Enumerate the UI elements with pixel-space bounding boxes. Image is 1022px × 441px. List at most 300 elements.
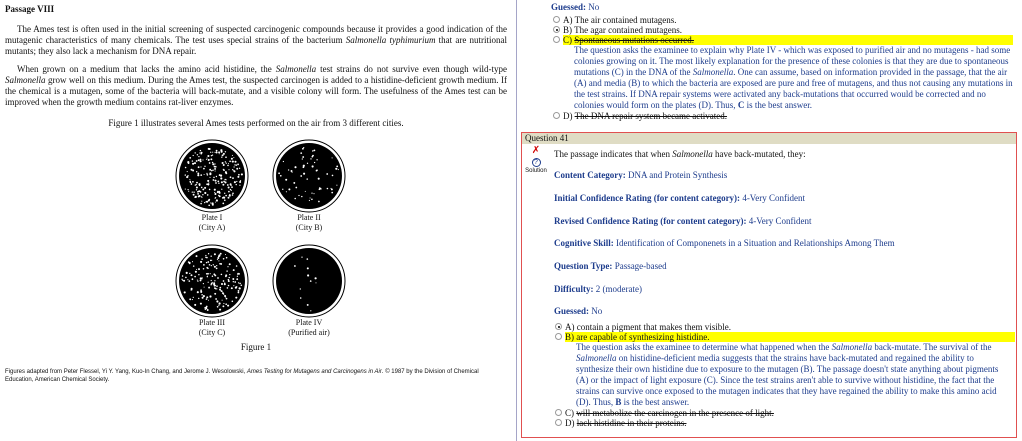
colony-dot <box>204 174 205 175</box>
colony-dot <box>205 255 206 256</box>
colony-dot <box>229 194 231 196</box>
colony-dot <box>239 288 240 289</box>
colony-dot <box>223 258 225 260</box>
plate-2-dish <box>272 139 346 213</box>
colony-dot <box>238 174 240 176</box>
colony-dot <box>220 287 222 289</box>
passage-paragraph-1: The Ames test is often used in the initial screening of suspected carcinogenic compounds because it provides a good indication of the mutagenic characteristics of many chemicals. The test uses special strains of the bacterium Salmonella typhimurium that are nutritional mutants; they also lack a mechanism for DNA repair. <box>5 24 507 56</box>
colony-dot <box>212 152 213 153</box>
colony-dot <box>187 279 188 280</box>
colony-dot <box>306 178 307 179</box>
colony-dot <box>310 158 311 159</box>
colony-dot <box>218 151 220 153</box>
q40-option-d[interactable]: D) The DNA repair system became activated. <box>518 111 1022 121</box>
colony-dot <box>326 173 328 175</box>
colony-dot <box>203 268 205 270</box>
colony-dot <box>224 199 226 201</box>
colony-dot <box>213 179 215 181</box>
colony-dot <box>238 290 240 292</box>
colony-dot <box>219 289 221 291</box>
colony-dot <box>203 295 205 297</box>
colony-dot <box>295 187 297 189</box>
colony-dot <box>214 163 215 164</box>
colony-dot <box>218 305 219 306</box>
colony-dot <box>194 162 196 164</box>
plate-3-dish <box>175 244 249 318</box>
colony-dot <box>189 280 191 282</box>
q41-option-d[interactable]: D) lack histidine in their proteins. <box>520 418 1016 428</box>
colony-dot <box>203 264 205 266</box>
colony-dot <box>220 253 222 255</box>
colony-dot <box>228 279 230 281</box>
colony-dot <box>236 265 238 267</box>
colony-dot <box>204 287 205 288</box>
colony-dot <box>236 181 237 182</box>
q41-difficulty: Difficulty: 2 (moderate) <box>554 284 642 294</box>
colony-dot <box>305 191 306 192</box>
colony-dot <box>207 155 209 157</box>
colony-dot <box>220 176 221 177</box>
colony-dot <box>216 176 217 177</box>
figure-credit: Figures adapted from Peter Flessel, Yi Y. Yang, Kuo-In Chang, and Jerome J. Wesolowski, Ames Testing for Mutagens and Carcinogens in Air. © 1987 by the Division of Chemical Education, American Chemical Society. <box>5 369 479 383</box>
colony-dot <box>204 307 206 309</box>
colony-dot <box>233 166 234 167</box>
colony-dot <box>193 192 194 193</box>
colony-dot <box>198 274 199 275</box>
colony-dot <box>230 176 232 178</box>
colony-dot <box>218 191 220 193</box>
colony-dot <box>327 188 329 190</box>
colony-dot <box>217 191 218 192</box>
colony-dot <box>185 277 187 279</box>
radio-button[interactable] <box>553 112 560 119</box>
colony-dot <box>227 305 229 307</box>
colony-dot <box>307 274 309 276</box>
colony-dot <box>234 281 236 283</box>
colony-dot <box>209 169 211 171</box>
q41-initial-confidence: Initial Confidence Rating (for content category): 4-Very Confident <box>554 193 806 203</box>
colony-dot <box>208 148 210 150</box>
colony-dot <box>196 189 197 190</box>
colony-dot <box>288 169 289 170</box>
colony-dot <box>223 303 224 304</box>
colony-dot <box>207 180 209 182</box>
q41-option-c[interactable]: C) will metabolize the carcinogen in the presence of light. <box>520 408 1016 418</box>
colony-dot <box>213 273 215 275</box>
colony-dot <box>215 182 217 184</box>
colony-dot <box>222 184 224 186</box>
colony-dot <box>231 190 232 191</box>
colony-dot <box>226 257 228 259</box>
colony-dot <box>302 156 304 158</box>
plate-1-city: (City A) <box>198 223 226 232</box>
colony-dot <box>206 262 207 263</box>
colony-dot <box>211 260 212 261</box>
colony-dot <box>239 168 240 169</box>
q41-option-b-correct[interactable]: B) are capable of synthesizing histidine. <box>520 332 1016 342</box>
colony-dot <box>312 155 314 157</box>
colony-dot <box>207 194 209 196</box>
colony-dot <box>206 201 207 202</box>
colony-dot <box>224 193 225 194</box>
colony-dot <box>208 287 210 289</box>
colony-dot <box>208 199 210 201</box>
colony-dot <box>187 189 188 190</box>
plate-2-city: (City B) <box>295 223 323 232</box>
colony-dot <box>225 195 227 197</box>
colony-dot <box>211 280 212 281</box>
plate-1-dish <box>175 139 249 213</box>
colony-dot <box>232 278 234 280</box>
colony-dot <box>214 293 216 295</box>
q40-guessed: Guessed: No <box>551 2 600 12</box>
colony-dot <box>193 194 195 196</box>
colony-dot <box>200 159 202 161</box>
colony-dot <box>307 258 309 260</box>
q40-option-b[interactable]: B) The agar contained mutagens. <box>518 25 1022 35</box>
q41-options <box>520 322 1016 428</box>
colony-dot <box>198 196 200 198</box>
colony-dot <box>338 169 339 170</box>
colony-dot <box>307 304 309 306</box>
colony-dot <box>229 277 230 278</box>
colony-dot <box>194 276 196 278</box>
colony-dot <box>220 149 222 151</box>
colony-dot <box>217 180 219 182</box>
colony-dot <box>192 261 193 262</box>
plate-3-name: Plate III <box>199 318 225 327</box>
colony-dot <box>208 253 209 254</box>
colony-dot <box>316 159 317 160</box>
colony-dot <box>215 202 216 203</box>
radio-button-selected[interactable] <box>555 323 562 330</box>
colony-dot <box>318 178 320 180</box>
q40-option-c-correct[interactable]: C) Spontaneous mutations occurred. <box>518 35 1022 45</box>
colony-dot <box>212 202 214 204</box>
radio-button[interactable] <box>555 419 562 426</box>
plate-4-name: Plate IV <box>295 318 323 327</box>
colony-dot <box>209 177 210 178</box>
q41-explanation: The question asks the examinee to determine what happened when the Salmonella back-mutate. The survival of the Salmonella on histidine-deficient media suggests that the strains have back-mutated and regained the ability to synthesize their own histidine due to exposure to the mutagen (B). The passage doesn't state anything about pigments (A) or the impact of light exposure (C). Since the test strains aren't able to survive without histidine, the fact that the strains can survive once exposed to the mutagen indicates that they have regained the ability to make this amino acid (D). Thus, B is the best answer. <box>576 342 999 407</box>
radio-button[interactable] <box>555 409 562 416</box>
incorrect-x-icon: ✗ <box>531 145 541 156</box>
colony-dot <box>183 280 185 282</box>
colony-dot <box>223 164 225 166</box>
colony-dot <box>234 161 236 163</box>
colony-dot <box>225 171 227 173</box>
colony-dot <box>232 169 233 170</box>
colony-dot <box>336 165 338 167</box>
colony-dot <box>331 188 333 190</box>
colony-dot <box>210 158 212 160</box>
colony-dot <box>311 192 312 193</box>
colony-dot <box>221 274 223 276</box>
colony-dot <box>236 164 238 166</box>
colony-dot <box>228 169 229 170</box>
colony-dot <box>224 179 226 181</box>
colony-dot <box>197 291 199 293</box>
colony-dot <box>236 286 237 287</box>
colony-dot <box>208 261 209 262</box>
colony-dot <box>282 189 283 190</box>
colony-dot <box>221 189 222 190</box>
colony-dot <box>208 300 209 301</box>
colony-dot <box>285 179 287 181</box>
colony-dot <box>227 266 228 267</box>
colony-dot <box>200 291 202 293</box>
colony-dot <box>192 160 193 161</box>
colony-dot <box>214 166 216 168</box>
colony-dot <box>235 297 237 299</box>
plate-3 <box>167 244 257 338</box>
colony-dot <box>215 298 217 300</box>
colony-dot <box>226 270 227 271</box>
colony-dot <box>292 172 293 173</box>
colony-dot <box>200 191 202 193</box>
colony-dot <box>331 192 333 194</box>
colony-dot <box>181 279 182 280</box>
colony-dot <box>182 275 184 277</box>
colony-dot <box>190 182 192 184</box>
colony-dot <box>238 292 240 294</box>
colony-dot <box>301 256 302 257</box>
colony-dot <box>207 276 208 277</box>
colony-dot <box>225 303 227 305</box>
q41-question-type: Question Type: Passage-based <box>554 261 667 271</box>
colony-dot <box>312 150 313 151</box>
q41-side-icons <box>524 146 548 175</box>
colony-dot <box>218 260 219 261</box>
colony-dot <box>222 154 224 156</box>
colony-dot <box>189 263 190 264</box>
colony-dot <box>311 199 313 201</box>
colony-dot <box>211 265 212 266</box>
colony-dot <box>225 161 226 162</box>
colony-dot <box>214 189 216 191</box>
colony-dot <box>198 166 200 168</box>
colony-dot <box>226 163 227 164</box>
colony-dot <box>204 192 206 194</box>
colony-dot <box>233 269 235 271</box>
colony-dot <box>196 182 198 184</box>
colony-dot <box>184 291 186 293</box>
colony-dot <box>210 255 211 256</box>
colony-dot <box>236 278 238 280</box>
q41-content-category: Content Category: DNA and Protein Synthesis <box>554 170 728 180</box>
q40-option-a[interactable]: A) The air contained mutagens. <box>518 15 1022 25</box>
panel-divider[interactable] <box>516 0 517 441</box>
colony-dot <box>219 254 221 256</box>
colony-dot <box>204 202 205 203</box>
colony-dot <box>212 282 213 283</box>
colony-dot <box>206 183 208 185</box>
colony-dot <box>280 175 282 177</box>
radio-button[interactable] <box>553 36 560 43</box>
colony-dot <box>185 167 187 169</box>
colony-dot <box>212 163 214 165</box>
colony-dot <box>202 297 204 299</box>
colony-dot <box>216 150 218 152</box>
colony-dot <box>208 184 210 186</box>
solution-label[interactable]: Solution <box>525 168 547 174</box>
colony-dot <box>195 196 197 198</box>
colony-dot <box>201 203 202 204</box>
colony-dot <box>223 280 225 282</box>
colony-dot <box>278 172 280 174</box>
colony-dot <box>225 254 226 255</box>
colony-dot <box>198 268 200 270</box>
question-41-card <box>521 132 1017 438</box>
colony-dot <box>300 152 302 154</box>
colony-dot <box>208 204 210 206</box>
colony-dot <box>233 157 234 158</box>
colony-dot <box>309 200 310 201</box>
colony-dot <box>219 302 221 304</box>
colony-dot <box>234 164 235 165</box>
colony-dot <box>215 170 216 171</box>
colony-dot <box>198 156 199 157</box>
colony-dot <box>202 188 204 190</box>
colony-dot <box>206 159 207 160</box>
colony-dot <box>232 194 234 196</box>
colony-dot <box>197 173 199 175</box>
colony-dot <box>223 197 225 199</box>
colony-dot <box>191 169 193 171</box>
colony-dot <box>233 281 234 282</box>
colony-dot <box>203 283 204 284</box>
colony-dot <box>220 263 221 264</box>
colony-dot <box>223 181 225 183</box>
colony-dot <box>209 162 211 164</box>
colony-dot <box>231 186 233 188</box>
colony-dot <box>302 148 304 150</box>
q41-option-a[interactable]: A) contain a pigment that makes them visible. <box>520 322 1016 332</box>
colony-dot <box>228 285 230 287</box>
colony-dot <box>239 185 240 186</box>
colony-dot <box>197 280 198 281</box>
colony-dot <box>195 152 196 153</box>
colony-dot <box>196 171 197 172</box>
colony-dot <box>241 284 243 286</box>
plate-3-city: (City C) <box>198 328 226 337</box>
colony-dot <box>221 283 223 285</box>
colony-dot <box>233 285 234 286</box>
colony-dot <box>237 176 239 178</box>
colony-dot <box>211 155 212 156</box>
colony-dot <box>303 165 305 167</box>
colony-dot <box>195 184 196 185</box>
colony-dot <box>212 162 214 164</box>
colony-dot <box>203 168 205 170</box>
colony-dot <box>222 162 224 164</box>
colony-dot <box>215 197 216 198</box>
colony-dot <box>237 164 239 166</box>
colony-dot <box>239 283 241 285</box>
colony-dot <box>240 180 241 181</box>
q41-guessed: Guessed: No <box>554 306 603 316</box>
colony-dot <box>196 269 197 270</box>
colony-dot <box>227 165 229 167</box>
colony-dot <box>236 168 238 170</box>
colony-dot <box>210 284 211 285</box>
colony-dot <box>332 157 333 158</box>
colony-dot <box>200 150 201 151</box>
colony-dot <box>316 169 318 171</box>
colony-dot <box>315 277 317 279</box>
colony-dot <box>198 159 200 161</box>
colony-dot <box>216 265 217 266</box>
colony-dot <box>228 197 230 199</box>
colony-dot <box>238 282 239 283</box>
colony-dot <box>197 279 198 280</box>
plate-1-name: Plate I <box>201 213 223 222</box>
colony-dot <box>195 271 197 273</box>
radio-button[interactable] <box>555 333 562 340</box>
colony-dot <box>210 152 211 153</box>
radio-button-selected[interactable] <box>553 26 560 33</box>
colony-dot <box>232 301 234 303</box>
colony-dot <box>283 161 284 162</box>
colony-dot <box>189 273 190 274</box>
colony-dot <box>202 277 203 278</box>
colony-dot <box>192 299 193 300</box>
colony-dot <box>196 186 198 188</box>
plate-4 <box>264 244 354 338</box>
colony-dot <box>219 309 221 311</box>
colony-dot <box>200 289 202 291</box>
colony-dot <box>194 304 196 306</box>
colony-dot <box>214 280 215 281</box>
colony-dot <box>210 273 211 274</box>
colony-dot <box>193 265 194 266</box>
q40-explanation: The question asks the examinee to explain why Plate IV - which was exposed to purified air and no mutagens - had some colonies growing on it. The most likely explanation for the presence of these colonies is that they are due to spontaneous mutations (C) in the DNA of the Salmonella. One can assume, based on information provided in the passage, that the air (A) and media (B) to which the bacteria are exposed are pure and free of mutagens, and thus not causing any mutations in the test strains. If DNA repair systems were activated any back-mutations that occurred would be corrected and no colonies would form on the plates (D). Thus, C is the best answer. <box>574 45 1013 110</box>
figure-intro: Figure 1 illustrates several Ames tests performed on the air from 3 different cities. <box>108 118 404 128</box>
colony-dot <box>313 193 314 194</box>
colony-dot <box>191 288 193 290</box>
radio-button[interactable] <box>553 16 560 23</box>
colony-dot <box>209 264 211 266</box>
colony-dot <box>227 184 229 186</box>
colony-dot <box>221 157 222 158</box>
colony-dot <box>209 172 211 174</box>
solution-help-icon[interactable]: ? <box>532 158 541 167</box>
colony-dot <box>225 156 227 158</box>
colony-dot <box>218 195 219 196</box>
colony-dot <box>213 177 215 179</box>
plate-2 <box>264 139 354 233</box>
colony-dot <box>191 274 193 276</box>
colony-dot <box>286 191 287 192</box>
colony-dot <box>204 187 206 189</box>
colony-dot <box>192 181 194 183</box>
colony-dot <box>224 282 225 283</box>
colony-dot <box>214 192 215 193</box>
colony-dot <box>212 170 213 171</box>
colony-dot <box>186 176 188 178</box>
colony-dot <box>207 174 209 176</box>
colony-dot <box>302 158 303 159</box>
colony-dot <box>318 201 320 203</box>
colony-dot <box>208 282 209 283</box>
colony-dot <box>319 188 321 190</box>
colony-dot <box>225 296 226 297</box>
colony-dot <box>201 294 203 296</box>
colony-dot <box>201 201 202 202</box>
colony-dot <box>213 283 215 285</box>
colony-dot <box>233 170 235 172</box>
colony-dot <box>200 303 202 305</box>
plate-4-city: (Purified air) <box>288 328 330 337</box>
